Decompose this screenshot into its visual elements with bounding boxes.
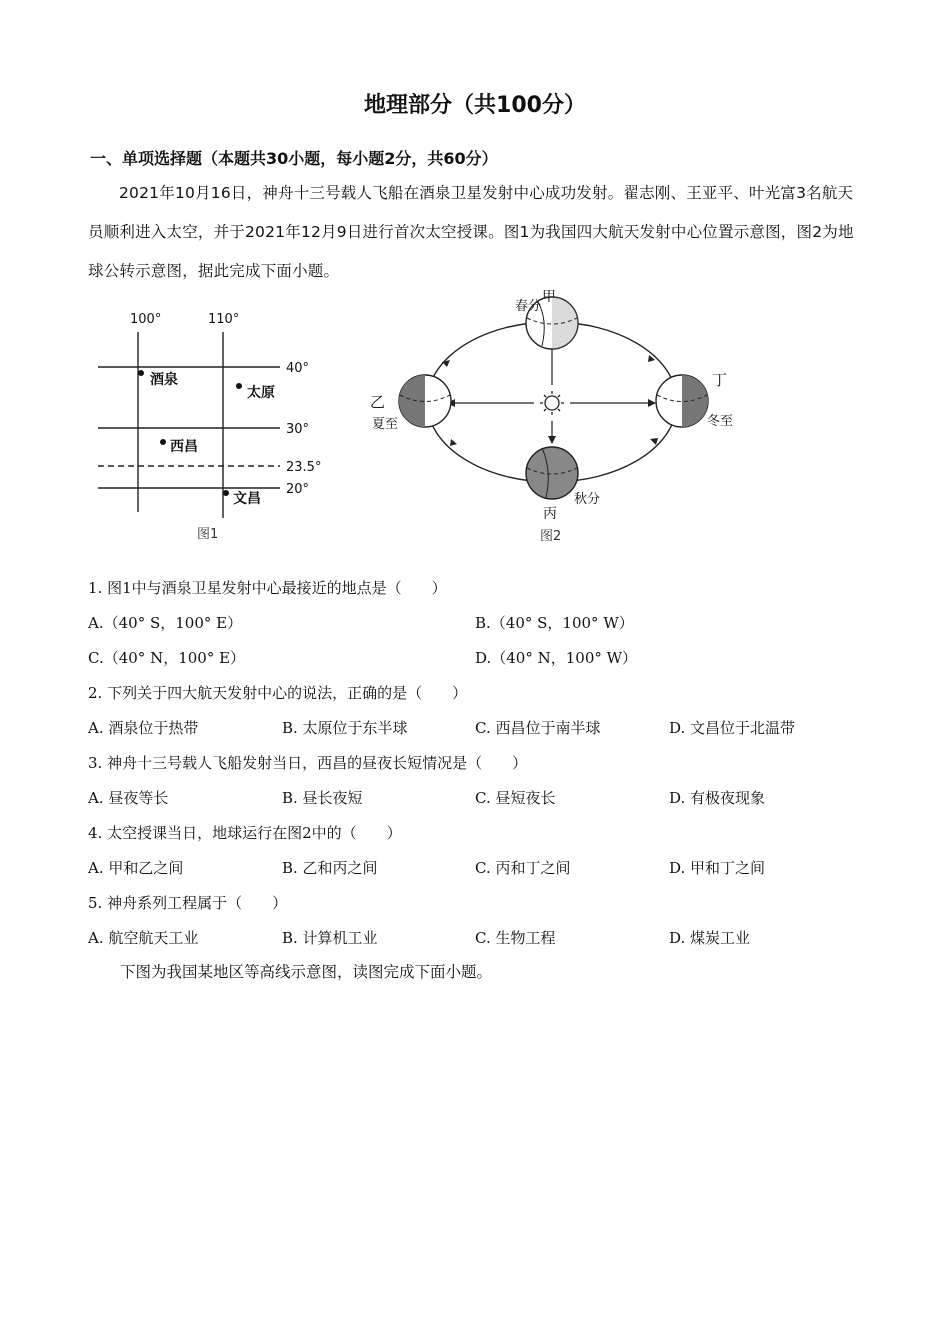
q5-option-c[interactable]: C. 生物工程	[475, 929, 556, 947]
section-heading: 一、单项选择题（本题共30小题，每小题2分，共60分）	[90, 149, 498, 168]
q1-option-d[interactable]: D.（40° N，100° W）	[475, 649, 638, 667]
label-autumn-equinox: 秋分	[574, 492, 601, 507]
latitude-20: 20°	[286, 482, 310, 497]
question-4: 4. 太空授课当日，地球运行在图2中的（ ）	[88, 824, 402, 842]
label-jia: 甲	[542, 290, 556, 305]
q3-option-b[interactable]: B. 昼长夜短	[282, 789, 363, 807]
page-title: 地理部分（共100分）	[364, 93, 586, 118]
q3-option-a[interactable]: A. 昼夜等长	[88, 789, 169, 807]
intro-paragraph: 2021年10月16日，神舟十三号载人飞船在酒泉卫星发射中心成功发射。翟志刚、王亚平、叶光富3名航天员顺利进入太空，并于2021年12月9日进行首次太空授课。图1为我国四大航天发射中心位置示意图，图2为地球公转示意图，据此完成下面小题。	[88, 184, 854, 280]
q1-option-c[interactable]: C.（40° N，100° E）	[88, 649, 246, 667]
longitude-100: 100°	[130, 312, 162, 327]
q2-option-d[interactable]: D. 文昌位于北温带	[669, 719, 796, 737]
sun-icon	[540, 391, 564, 415]
latitude-23-5: 23.5°	[286, 460, 322, 475]
q5-option-b[interactable]: B. 计算机工业	[282, 929, 378, 947]
latitude-40: 40°	[286, 361, 310, 376]
next-question-lead: 下图为我国某地区等高线示意图，读图完成下面小题。	[120, 963, 493, 981]
label-yi: 乙	[370, 393, 386, 411]
site-wenchang: 文昌	[233, 491, 261, 507]
q4-option-c[interactable]: C. 丙和丁之间	[475, 859, 571, 877]
label-ding: 丁	[712, 371, 728, 389]
q4-option-a[interactable]: A. 甲和乙之间	[88, 859, 184, 877]
q1-option-b[interactable]: B.（40° S，100° W）	[475, 614, 634, 632]
xichang-dot	[160, 439, 166, 445]
q2-option-b[interactable]: B. 太原位于东半球	[282, 719, 408, 737]
q4-option-b[interactable]: B. 乙和丙之间	[282, 859, 378, 877]
question-5: 5. 神舟系列工程属于（ ）	[88, 894, 288, 912]
earth-bottom-icon	[526, 447, 578, 499]
wenchang-dot	[223, 490, 229, 496]
q1-option-a[interactable]: A.（40° S，100° E）	[88, 614, 243, 632]
label-bing: 丙	[543, 506, 557, 522]
q5-option-a[interactable]: A. 航空航天工业	[88, 929, 199, 947]
q3-option-c[interactable]: C. 昼短夜长	[475, 789, 556, 807]
question-2: 2. 下列关于四大航天发射中心的说法，正确的是（ ）	[88, 684, 468, 702]
earth-right-icon	[656, 375, 708, 427]
site-xichang: 西昌	[170, 439, 198, 455]
label-summer-solstice: 夏至	[372, 417, 399, 432]
earth-left-icon	[399, 375, 451, 427]
jiuquan-dot	[138, 370, 144, 376]
q2-option-c[interactable]: C. 西昌位于南半球	[475, 719, 601, 737]
figure2-caption: 图2	[540, 529, 562, 544]
figures	[90, 290, 750, 552]
question-1: 1. 图1中与酒泉卫星发射中心最接近的地点是（ ）	[88, 579, 447, 597]
site-markers	[138, 370, 242, 496]
q2-option-a[interactable]: A. 酒泉位于热带	[88, 719, 199, 737]
question-3: 3. 神舟十三号载人飞船发射当日，西昌的昼夜长短情况是（ ）	[88, 754, 528, 772]
site-taiyuan: 太原	[247, 385, 275, 401]
q4-option-d[interactable]: D. 甲和丁之间	[669, 859, 766, 877]
figure1-caption: 图1	[197, 527, 219, 542]
label-winter-solstice: 冬至	[707, 414, 734, 429]
latitude-30: 30°	[286, 422, 310, 437]
label-spring-equinox: 春分	[515, 299, 542, 314]
taiyuan-dot	[236, 383, 242, 389]
q5-option-d[interactable]: D. 煤炭工业	[669, 929, 751, 947]
q3-option-d[interactable]: D. 有极夜现象	[669, 789, 766, 807]
site-jiuquan: 酒泉	[150, 372, 178, 388]
longitude-110: 110°	[208, 312, 240, 327]
